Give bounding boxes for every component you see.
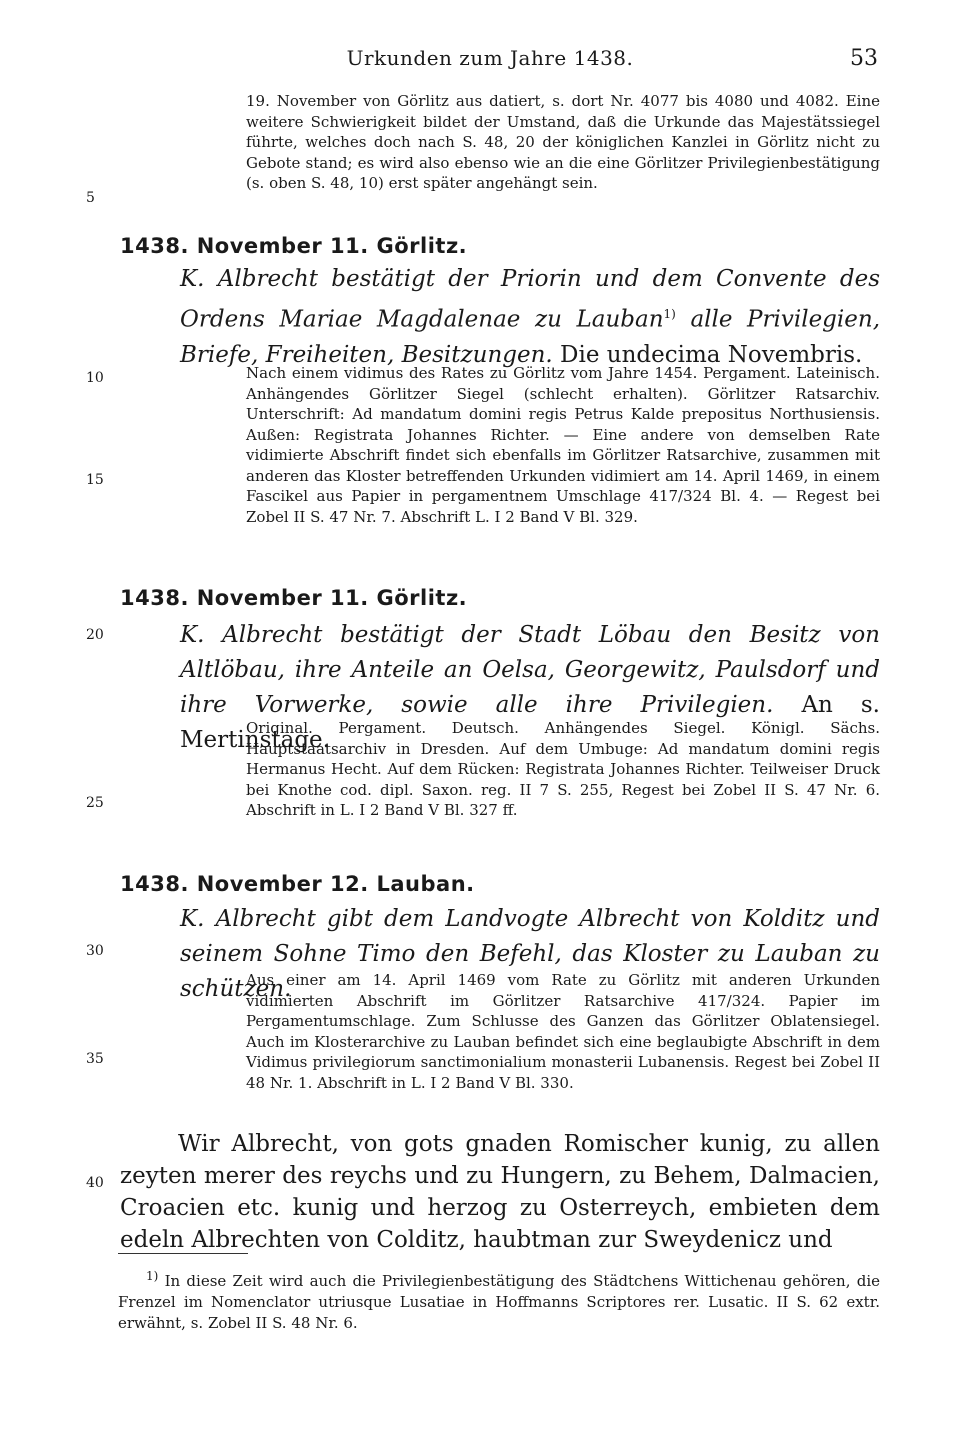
line-number: 30 [86, 943, 104, 959]
entry-note: Original. Pergament. Deutsch. Anhängendes Siegel. Königl. Sächs. Hauptstaatsarchiv in Dresden. Auf dem Umbuge: Ad mandatum domini regis Hermanus Hecht. Auf dem Rücken: Registrata Johannes Richter. Teilweiser Druck bei Knothe cod. dipl. Saxon. reg. II 7 S. 255, Regest bei Zobel II S. 47 Nr. 6. Abschrift in L. I 2 Band V Bl. 327 ff. [246, 719, 880, 819]
entry-heading: 1438. November 12. Lauban. [120, 872, 475, 896]
footnote-marker: 1) [146, 1269, 159, 1283]
regest-date: Die undecima Novembris. [560, 341, 863, 368]
running-header: Urkunden zum Jahre 1438. [346, 46, 634, 70]
page-number: 53 [850, 46, 878, 71]
line-number: 5 [86, 190, 95, 206]
line-number: 35 [86, 1051, 104, 1067]
line-number: 20 [86, 627, 104, 643]
entry-note: Aus einer am 14. April 1469 vom Rate zu Görlitz mit anderen Urkunden vidimierten Abschrift im Görlitzer Ratsarchive 417/324. Papier im Pergamentumschlage. Zum Schlusse des Ganzen das Görlitzer Oblatensiegel. Auch im Klosterarchive zu Lauban befindet sich eine beglaubigte Abschrift in dem Vidimus privilegiorum sanctimonialium monasterii Lubanensis. Regest bei Zobel II 48 Nr. 1. Abschrift in L. I 2 Band V Bl. 330. [246, 971, 880, 1092]
footnote-divider [118, 1253, 248, 1254]
intro-note: 19. November von Görlitz aus datiert, s. dort Nr. 4077 bis 4080 und 4082. Eine weitere Schwierigkeit bildet der Umstand, daß die Urkunde das Majestätssiegel führte, welches doch nach S. 48, 20 der königlichen Kanzlei in Görlitz nicht zu Gebote stand; es wird also ebenso wie an die eine Görlitzer Privilegienbestätigung (s. oben S. 48, 10) erst später angehängt sein. [246, 92, 880, 192]
line-number: 10 [86, 370, 104, 386]
line-number: 15 [86, 472, 104, 488]
regest-date: An s. Mertinstage. [180, 692, 880, 753]
regest-text: K. Albrecht gibt dem Landvogte Albrecht von Kolditz und seinem Sohne Timo den Befehl, das Kloster zu Lauban zu schützen. [180, 906, 880, 1002]
regest-text: K. Albrecht bestätigt der Stadt Löbau den Besitz von Altlöbau, ihre Anteile an Oelsa, Georgewitz, Paulsdorf und ihre Vorwerke, sowie alle ihre Privilegien. [180, 622, 880, 718]
line-number: 40 [86, 1175, 104, 1191]
entry-regest [180, 262, 880, 373]
document-text: Wir Albrecht, von gots gnaden Romischer kunig, zu allen zeyten merer des reychs und zu Hungern, zu Behem, Dalmacien, Croacien etc. kunig und herzog zu Osterreych, embieten dem edeln Albrechten von Colditz, haubtman zur Sweydenicz und [120, 1131, 880, 1253]
line-number: 25 [86, 795, 104, 811]
entry-heading: 1438. November 11. Görlitz. [120, 234, 468, 258]
footnote [118, 1266, 880, 1334]
footnote-reference: 1) [663, 307, 676, 321]
footnote-text: In diese Zeit wird auch die Privilegienbestätigung des Städtchens Wittichenau gehören, die Frenzel im Nomenclator utriusque Lusatiae in Hoffmanns Scriptores rer. Lusatic. II S. 62 extr. erwähnt, s. Zobel II S. 48 Nr. 6. [118, 1272, 880, 1332]
entry-note: Nach einem vidimus des Rates zu Görlitz vom Jahre 1454. Pergament. Lateinisch. Anhängendes Görlitzer Siegel (schlecht erhalten). Görlitzer Ratsarchiv. Unterschrift: Ad mandatum domini regis Petrus Kalde prepositus Northusiensis. Außen: Registrata Johannes Richter. — Eine andere von demselben Rate vidimierte Abschrift findet sich ebenfalls im Görlitzer Ratsarchive, zusammen mit anderen das Kloster betreffenden Urkunden vidimiert am 14. April 1469, in einem Fascikel aus Papier in pergamentnem Umschlage 417/324 Bl. 4. — Regest bei Zobel II S. 47 Nr. 7. Abschrift L. I 2 Band V Bl. 329. [246, 364, 880, 526]
entry-heading: 1438. November 11. Görlitz. [120, 586, 468, 610]
regest-text: alle Privilegien, Briefe, Freiheiten, Besitzungen. [180, 306, 880, 368]
regest-text: K. Albrecht bestätigt der Priorin und dem Convente des Ordens Mariae Magdalenae zu Lauban [180, 266, 880, 333]
